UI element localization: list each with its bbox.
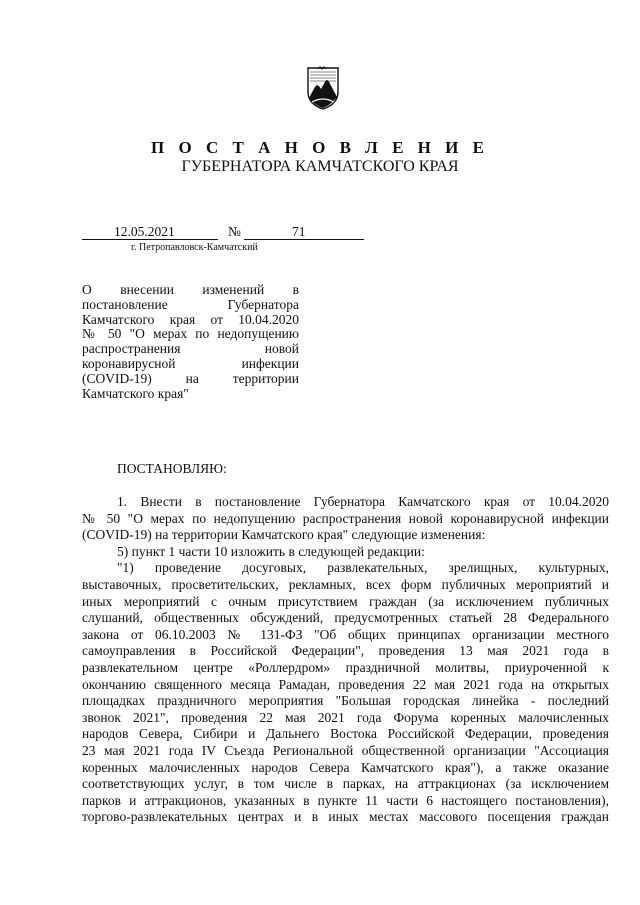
decree-word: ПОСТАНОВЛЯЮ: [117,461,227,476]
subject-line: распространения новой [82,341,299,357]
subject-line: Камчатского края от 10.04.2020 [82,311,299,327]
document-number: 71 [292,224,306,239]
document-title: П О С Т А Н О В Л Е Н И Е [151,138,489,157]
body-line: парков и аттракционов, указанных в пункте 11 части 6 настоящего постановления), [82,792,609,808]
body-line: 1. Внести в постановление Губернатора Камчатского края от 10.04.2020 [117,494,609,509]
document-subject [82,283,299,401]
body-line: площадках праздничного мероприятия "Большая городская линейка - последний [82,693,609,709]
document-body [82,494,609,826]
body-line: иных мероприятий с очным присутствием граждан (за исключением публичных [82,593,609,609]
body-line: соответствующих услуг, в том числе в парках, на аттракционах (за исключением [82,776,609,792]
body-line: "1) проведение досуговых, развлекательных, зрелищных, культурных, [117,560,609,576]
body-line: развлекательном центре «Роллердром» праздничной молитвы, приуроченной к [82,659,609,675]
document-date: 12.05.2021 [114,224,175,239]
date-number-row [82,224,364,242]
body-line: торгово-развлекательных центрах и в иных местах массового посещения граждан [82,809,609,825]
document-subtitle: ГУБЕРНАТОРА КАМЧАТСКОГО КРАЯ [181,158,459,175]
subject-line: (COVID-19) на территории [82,370,299,386]
body-line: слушаний, общественных обсуждений, предусмотренных статьей 28 Федерального [82,610,609,626]
kamchatka-emblem-icon [305,66,341,110]
body-line: закона от 06.10.2003 № 131-ФЗ "Об общих принципах организации местного [82,626,609,642]
subject-line: постановление Губернатора [82,296,299,312]
document-city: г. Петропавловск-Камчатский [131,242,258,253]
body-line: самоуправления в Российской Федерации", проведения 13 мая 2021 года в [82,643,609,659]
subject-line: О внесении изменений в [82,282,299,297]
body-line: народов Севера, Сибири и Дальнего Востока Российской Федерации, проведения [82,726,609,742]
body-line: № 50 "О мерах по недопущению распространения новой коронавирусной инфекции [82,510,609,526]
body-line: звонок 2021", проведения 22 мая 2021 года Форума коренных малочисленных [82,709,609,725]
subject-line: коронавирусной инфекции [82,355,299,371]
number-sign: № [228,224,241,239]
body-line: выставочных, просветительских, рекламных, всех форм публичных мероприятий и [82,576,609,592]
body-line: (COVID-19) на территории Камчатского края" следующие изменения: [82,527,486,543]
body-line: коренных малочисленных народов Севера Камчатского края"), а также оказание [82,759,609,775]
body-line: 23 мая 2021 года IV Съезда Региональной общественной организации "Ассоциация [82,742,609,758]
body-line: окончанию священного месяца Рамадан, проведения 22 мая 2021 года на открытых [82,676,609,692]
subject-line: Камчатского края" [82,385,189,401]
body-line: 5) пункт 1 части 10 изложить в следующей редакции: [117,543,425,559]
subject-line: № 50 "О мерах по недопущению [82,326,299,342]
